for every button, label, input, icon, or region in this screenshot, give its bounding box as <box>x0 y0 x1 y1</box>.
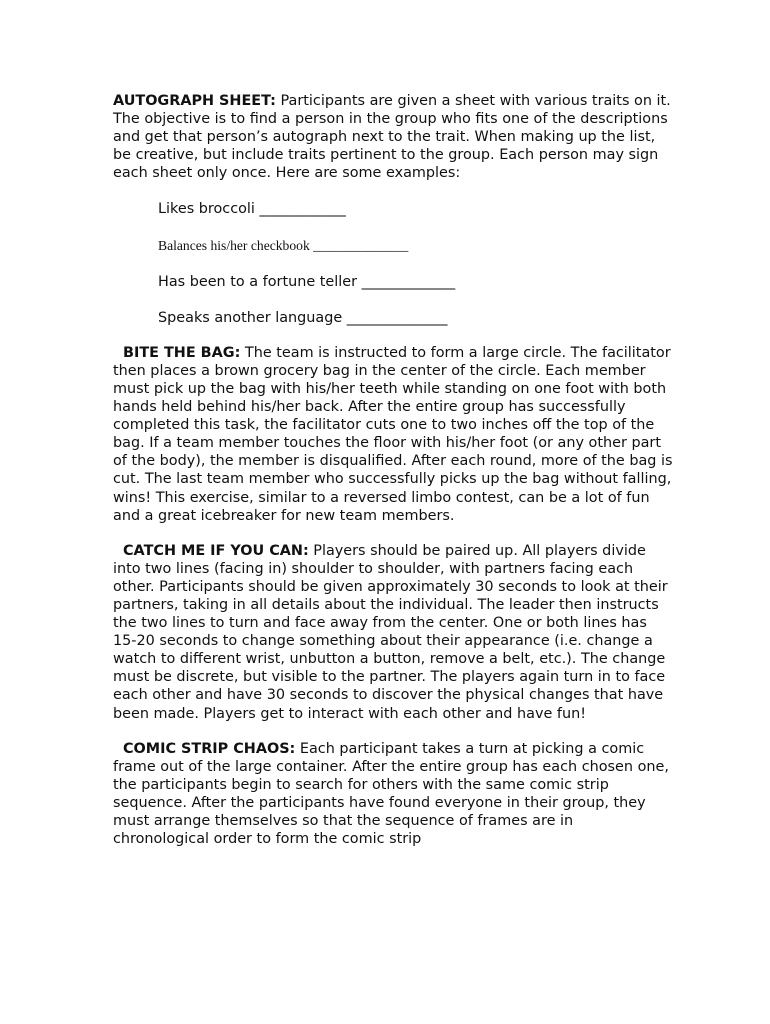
example-item: Has been to a fortune teller _____________ <box>158 273 456 290</box>
autograph-sheet-heading: AUTOGRAPH SHEET: <box>113 93 276 109</box>
comic-strip-text: Each participant takes a turn at picking a comic frame out of the large container. After the entire group has each chosen one, the participants begin to search for others with the same comic strip sequence. After the participants have found everyone in their group, they must arrange themselves so that the sequence of frames are in chronological order to form the comic strip <box>113 740 669 848</box>
example-item: Speaks another language ______________ <box>158 309 448 326</box>
bite-the-bag-paragraph <box>113 344 673 525</box>
autograph-sheet-paragraph <box>113 92 673 182</box>
comic-strip-paragraph <box>113 740 673 849</box>
document-page <box>113 92 673 848</box>
example-item: Likes broccoli ____________ <box>158 201 346 218</box>
comic-strip-heading: COMIC STRIP CHAOS: <box>123 740 296 757</box>
catch-me-text: Players should be paired up. All players divide into two lines (facing in) shoulder to shoulder, with partners facing each other. Participants should be given approximately 30 seconds to look at their partners, taking in all details about the individual. The leader then instructs the two lines to turn and face away from the center. One or both lines has 15-20 seconds to change something about their appearance (i.e. change a watch to different wrist, unbutton a button, remove a belt, etc.). The change must be discrete, but visible to the partner. The players again turn in to face each other and have 30 seconds to discover the physical changes that have been made. Players get to interact with each other and have fun! <box>113 542 668 722</box>
bite-the-bag-text: The team is instructed to form a large circle. The facilitator then places a brown grocery bag in the center of the circle. Each member must pick up the bag with his/her teeth while standing on one foot with both hands held behind his/her back. After the entire group has successfully completed this task, the facilitator cuts one to two inches off the top of the bag. If a team member touches the floor with his/her foot (or any other part of the body), the member is disqualified. After each round, more of the bag is cut. The last team member who successfully picks up the bag without falling, wins! This exercise, similar to a reversed limbo contest, can be a lot of fun and a great icebreaker for new team members. <box>113 344 673 524</box>
catch-me-paragraph <box>113 542 673 723</box>
bite-the-bag-heading: BITE THE BAG: <box>123 344 241 361</box>
example-item: Balances his/her checkbook ______________ <box>158 237 409 253</box>
autograph-sheet-text: Participants are given a sheet with various traits on it. The objective is to find a person in the group who fits one of the descriptions and get that person’s autograph next to the trait. When making up the list, be creative, but include traits pertinent to the group. Each person may sign each sheet only once. Here are some examples: <box>113 93 671 182</box>
catch-me-heading: CATCH ME IF YOU CAN: <box>123 542 309 559</box>
